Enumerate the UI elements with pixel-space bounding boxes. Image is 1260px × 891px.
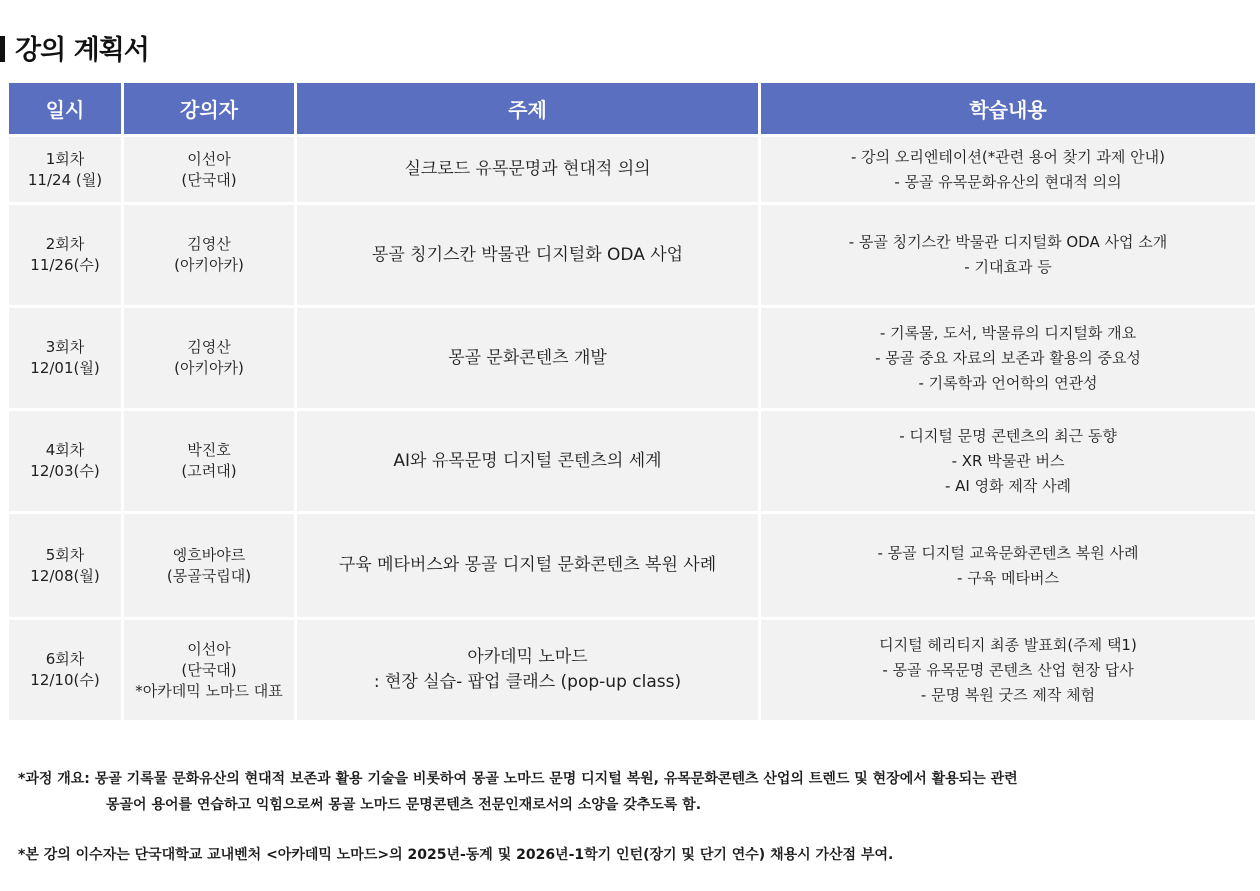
content-line: - 강의 오리엔테이션(*관련 용어 찾기 과제 안내) xyxy=(850,147,1166,166)
lecturer-line: 이선아 xyxy=(187,149,231,168)
content-line: - 몽골 유목문명 콘텐츠 산업 현장 답사 xyxy=(882,660,1134,679)
lecturer-line: (고려대) xyxy=(181,462,237,480)
content-line: - 몽골 중요 자료의 보존과 활용의 중요성 xyxy=(875,348,1141,367)
lecturer-cell xyxy=(124,205,294,305)
date-cell xyxy=(9,205,121,305)
topic-line: 실크로드 유목문명과 현대적 의의 xyxy=(404,159,651,179)
date-line: 11/26(수) xyxy=(30,256,100,274)
content-line: - 디지털 문명 콘텐츠의 최근 동향 xyxy=(899,426,1117,445)
page-title-text: 강의 계획서 xyxy=(15,35,149,66)
header-date: 일시 xyxy=(9,83,121,134)
topic-line: 아카데믹 노마드 xyxy=(467,647,588,667)
date-line: 12/01(월) xyxy=(30,359,100,377)
content-line: - 몽골 칭기스칸 박물관 디지털화 ODA 사업 소개 xyxy=(848,233,1168,251)
lecturer-line: (아키아카) xyxy=(174,359,244,377)
content-cell xyxy=(761,620,1255,720)
lecturer-line: (단국대) xyxy=(181,170,237,189)
lecturer-line: 김영산 xyxy=(187,235,231,253)
lecturer-cell xyxy=(124,620,294,720)
topic-line: 구육 메타버스와 몽골 디지털 문화콘텐츠 복원 사례 xyxy=(338,555,717,575)
date-line: 2회차 xyxy=(45,235,85,253)
content-line: - XR 박물관 버스 xyxy=(951,451,1065,470)
content-cell xyxy=(761,308,1255,408)
overview-note-line2: 몽골어 용어를 연습하고 익힘으로써 몽골 노마드 문명콘텐츠 전문인재로서의 소양을 갖추도록 함. xyxy=(106,797,702,813)
table-row xyxy=(9,137,1255,202)
table-row xyxy=(9,514,1255,617)
date-line: 3회차 xyxy=(45,338,85,356)
topic-cell xyxy=(297,514,758,617)
content-line: - AI 영화 제작 사례 xyxy=(944,476,1072,495)
content-line: - 문명 복원 굿즈 제작 체험 xyxy=(920,685,1096,704)
notes-section xyxy=(18,766,1248,868)
lecturer-line: (몽골국립대) xyxy=(166,566,252,585)
content-line: - 몽골 디지털 교육문화콘텐츠 복원 사례 xyxy=(877,543,1139,562)
lecturer-line: (아키아카) xyxy=(174,256,244,274)
bonus-note: *본 강의 이수자는 단국대학교 교내벤처 <아카데믹 노마드>의 2025년-동계 및 2026년-1학기 인턴(장기 및 단기 연수) 채용시 가산점 부여. xyxy=(18,847,894,863)
topic-line: 몽골 문화콘텐츠 개발 xyxy=(448,347,607,368)
header-content: 학습내용 xyxy=(761,83,1255,134)
topic-cell xyxy=(297,308,758,408)
topic-cell xyxy=(297,620,758,720)
content-line: - 구육 메타버스 xyxy=(957,568,1059,587)
content-cell xyxy=(761,514,1255,617)
lecturer-line: 이선아 xyxy=(187,639,231,658)
content-line: - 몽골 유목문화유산의 현대적 의의 xyxy=(894,172,1122,191)
content-line: - 기록물, 도서, 박물류의 디지털화 개요 xyxy=(879,323,1137,342)
page-title xyxy=(0,28,149,67)
header-topic: 주제 xyxy=(297,83,758,134)
date-line: 11/24 (월) xyxy=(27,170,103,189)
date-cell xyxy=(9,620,121,720)
lecture-plan-table xyxy=(6,80,1258,723)
table-row xyxy=(9,205,1255,305)
table-row xyxy=(9,620,1255,720)
lecturer-cell xyxy=(124,137,294,202)
title-bar-mark xyxy=(0,36,5,62)
date-line: 6회차 xyxy=(45,650,85,668)
topic-line: : 현장 실습- 팝업 클래스 (pop-up class) xyxy=(373,672,682,692)
date-line: 1회차 xyxy=(45,149,85,168)
lecturer-cell xyxy=(124,514,294,617)
content-cell xyxy=(761,205,1255,305)
topic-cell xyxy=(297,137,758,202)
table-row xyxy=(9,308,1255,408)
lecturer-line: 박진호 xyxy=(187,441,231,459)
date-line: 12/03(수) xyxy=(30,462,100,480)
table-header-row xyxy=(9,83,1255,134)
header-lecturer: 강의자 xyxy=(124,83,294,134)
date-cell xyxy=(9,514,121,617)
content-cell xyxy=(761,137,1255,202)
date-line: 4회차 xyxy=(45,441,85,459)
lecturer-cell xyxy=(124,308,294,408)
date-cell xyxy=(9,308,121,408)
date-line: 12/10(수) xyxy=(30,671,100,689)
date-cell xyxy=(9,137,121,202)
topic-line: AI와 유목문명 디지털 콘텐츠의 세계 xyxy=(393,450,662,471)
topic-line: 몽골 칭기스칸 박물관 디지털화 ODA 사업 xyxy=(371,244,684,265)
lecturer-cell xyxy=(124,411,294,511)
topic-cell xyxy=(297,411,758,511)
table-row xyxy=(9,411,1255,511)
content-line: - 기대효과 등 xyxy=(964,258,1052,276)
lecturer-line: *아카데믹 노마드 대표 xyxy=(135,681,283,700)
date-line: 5회차 xyxy=(45,545,85,564)
topic-cell xyxy=(297,205,758,305)
date-cell xyxy=(9,411,121,511)
lecturer-line: (단국대) xyxy=(181,660,237,679)
content-line: - 기록학과 언어학의 연관성 xyxy=(918,373,1098,392)
lecturer-line: 김영산 xyxy=(187,338,231,356)
date-line: 12/08(월) xyxy=(30,566,100,585)
content-line: 디지털 헤리티지 최종 발표회(주제 택1) xyxy=(879,635,1137,654)
overview-note-line1: *과정 개요: 몽골 기록물 문화유산의 현대적 보존과 활용 기술을 비롯하여 몽골 노마드 문명 디지털 복원, 유목문화콘텐츠 산업의 트렌드 및 현장에서 활용되는 관련 xyxy=(18,771,1018,787)
lecturer-line: 엥흐바야르 xyxy=(172,545,246,564)
content-cell xyxy=(761,411,1255,511)
